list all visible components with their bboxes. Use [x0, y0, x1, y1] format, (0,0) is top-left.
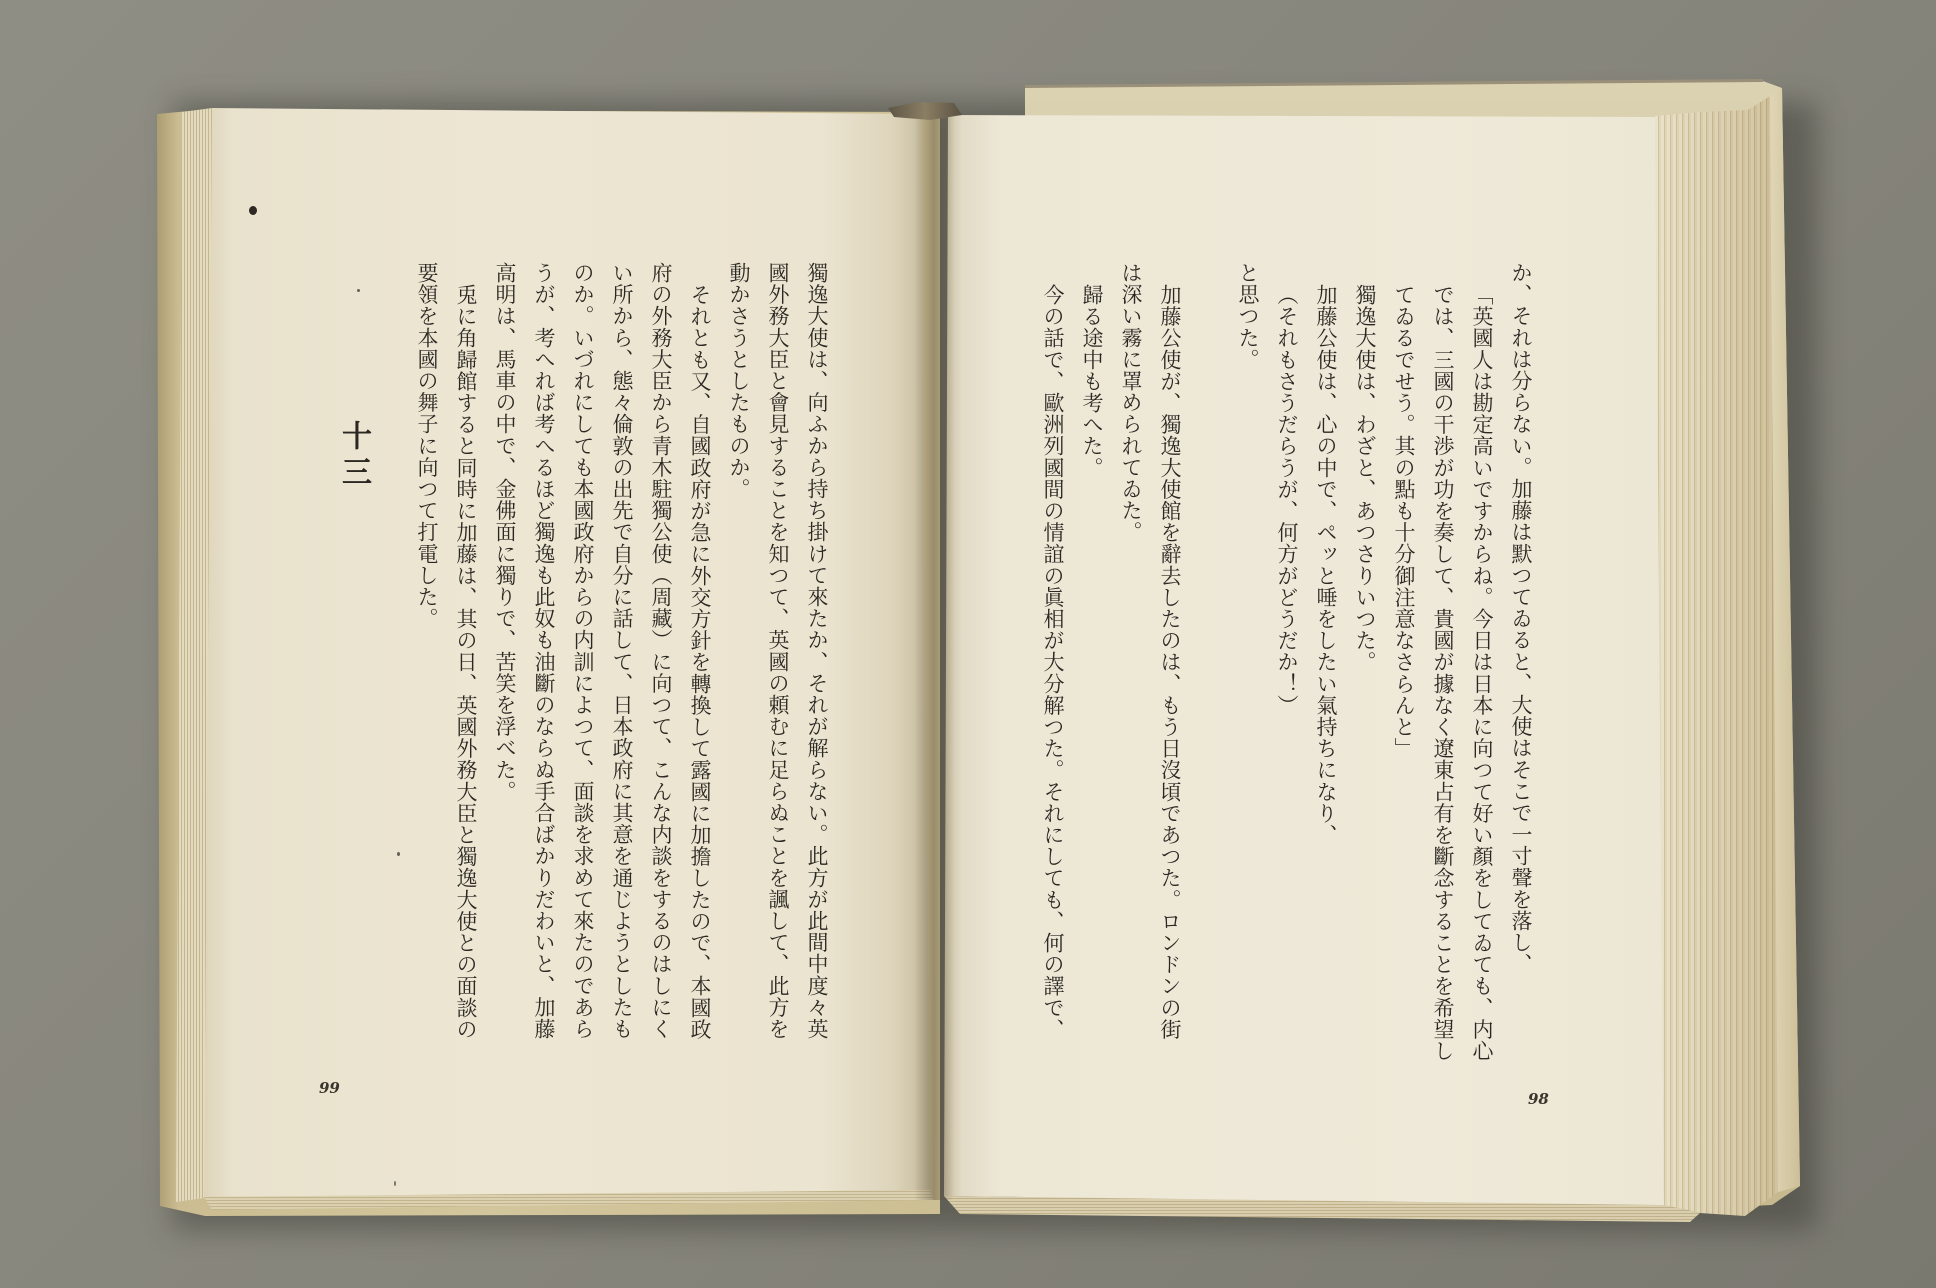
page-number: 98 [1528, 1090, 1549, 1108]
text-column: 獨逸大使は、わざと、あつさりいつた。 [1353, 283, 1377, 673]
text-column: は深い霧に罩められてゐた。 [1119, 262, 1143, 543]
text-column: 歸る途中も考へた。 [1080, 283, 1104, 478]
paragraph-gap [1189, 262, 1228, 1074]
text-column: のか。いづれにしても本國政府からの内訓によつて、面談を求めて來たのであら [571, 262, 595, 1040]
page-number: 99 [319, 1079, 340, 1097]
text-column: 動かさうとしたものか。 [727, 262, 751, 500]
text-column: か、それは分らない。加藤は默つてゐると、大使はそこで一寸聲を落し、 [1509, 262, 1533, 975]
ink-spot [394, 1181, 396, 1186]
text-column: （それもさうだらうが、何方がどうだか！） [1275, 283, 1299, 716]
ink-spot [249, 206, 257, 215]
text-column: うが、考へれば考へるほど獨逸も此奴も油斷のならぬ手合ばかりだわいと、加藤 [532, 262, 556, 1040]
text-column: では、三國の干渉が功を奏して、貴國が據なく遼東占有を斷念することを希望し [1431, 283, 1455, 1062]
text-column: てゐるでせう。其の點も十分御注意なさらんと」 [1392, 283, 1416, 759]
text-column: 加藤公使が、獨逸大使館を辭去したのは、もう日沒頃であつた。ロンドンの街 [1158, 283, 1182, 1040]
text-column: 高明は、馬車の中で、金佛面に獨りで、苦笑を浮べた。 [493, 262, 517, 802]
text-column: 要領を本國の舞子に向つて打電した。 [415, 262, 439, 630]
ink-spot [357, 289, 360, 292]
text-column: 「英國人は勘定高いですからね。今日は日本に向つて好い顏をしてゐても、内心 [1470, 283, 1494, 1062]
right-page-stack-edge [1655, 96, 1778, 1216]
text-column: 加藤公使は、心の中で、ペッと唾をしたい氣持ちになり、 [1314, 283, 1338, 846]
text-column: い所から、態々倫敦の出先で自分に話して、日本政府に其意を通じようとしたも [610, 262, 634, 1040]
text-column: 今の話で、歐洲列國間の情誼の眞相が大分解つた。それにしても、何の譯で、 [1041, 283, 1065, 1040]
right-page-body-text [1033, 262, 1540, 1074]
text-column: 國外務大臣と會見することを知つて、英國の頼むに足らぬことを諷して、此方を [766, 262, 790, 1040]
spine-gutter-shadow [914, 106, 954, 1200]
ink-spot [397, 852, 400, 856]
left-page-body-text [407, 262, 836, 1074]
text-column: 府の外務大臣から青木駐獨公使（周藏）に向つて、こんな内談をするのはしにく [649, 262, 673, 1040]
text-column: それとも又、自國政府が急に外交方針を轉換して露國に加擔したので、本國政 [688, 283, 712, 1040]
text-column: と思つた。 [1236, 262, 1260, 370]
text-column: 兎に角歸館すると同時に加藤は、其の日、英國外務大臣と獨逸大使との面談の [454, 283, 478, 1040]
chapter-heading: 十三 [336, 420, 371, 492]
text-column: 獨逸大使は、向ふから持ち掛けて來たか、それが解らない。此方が此間中度々英 [805, 262, 829, 1040]
